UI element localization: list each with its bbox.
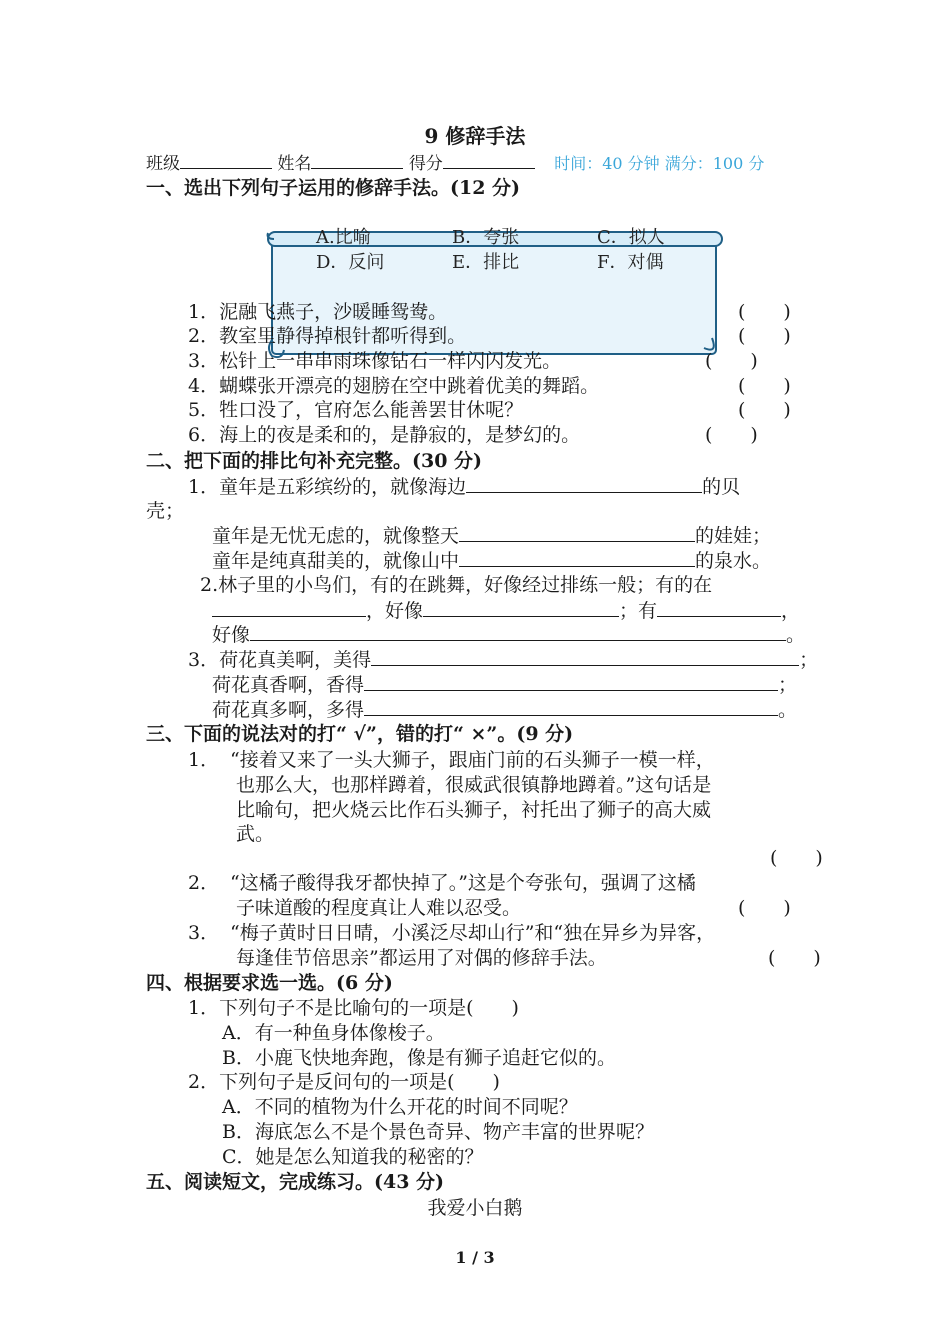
option-d: D．反问 <box>316 252 385 273</box>
punct: ； <box>799 649 819 671</box>
s3-q1-line1: “接着又来了一头大狮子，跟庙门前的石头狮子一模一样， <box>230 749 715 771</box>
s1-item-3: 3．松针上一串串雨珠像钻石一样闪闪发光。 <box>188 350 562 372</box>
fill-blank[interactable] <box>364 672 778 691</box>
fill-blank[interactable] <box>423 598 619 617</box>
s4-q2: 2．下列句子是反问句的一项是( ) <box>188 1071 500 1093</box>
s3-q2-line2: 子味道酸的程度真让人难以忍受。 <box>236 897 522 919</box>
s2-q3-line1 <box>188 647 818 672</box>
option-c: C．拟人 <box>597 227 665 248</box>
section-5-heading: 五、阅读短文，完成练习。(43 分) <box>146 1171 445 1193</box>
time-score-info: 时间：40 分钟 满分：100 分 <box>554 154 765 173</box>
page-title: 9 修辞手法 <box>424 124 526 148</box>
answer-parens[interactable]: ( ) <box>738 325 791 347</box>
section-4-heading: 四、根据要求选一选。(6 分) <box>146 972 393 994</box>
s2-q3-text: 荷花真香啊，香得 <box>212 674 365 696</box>
s1-item-6: 6．海上的夜是柔和的，是静寂的，是梦幻的。 <box>188 424 581 446</box>
s3-q1-num: 1． <box>188 749 220 771</box>
fill-blank[interactable] <box>466 474 702 493</box>
student-info-row <box>146 150 764 176</box>
class-label: 班级 <box>146 154 180 174</box>
s2-q1-l2-text: 童年是无忧无虑的，就像整天 <box>212 525 460 547</box>
answer-parens[interactable]: ( ) <box>705 424 758 446</box>
answer-parens[interactable]: ( ) <box>705 350 758 372</box>
fill-blank[interactable] <box>212 598 366 617</box>
name-blank[interactable] <box>311 150 403 169</box>
score-label: 得分 <box>408 154 443 174</box>
option-f: F．对偶 <box>597 252 664 273</box>
s3-q1-line3: 比喻句，把火烧云比作石头狮子，衬托出了狮子的高大威 <box>236 799 712 821</box>
s2-q2-text: ；有 <box>619 600 658 622</box>
s2-q1-l3-end: 的泉水。 <box>695 550 772 572</box>
s2-q2-line1: 2.林子里的小鸟们，有的在跳舞，好像经过排练一般；有的在 <box>200 574 713 596</box>
s2-q3-text: 3．荷花真美啊，美得 <box>188 649 372 671</box>
name-label: 姓名 <box>277 154 312 174</box>
s1-item-2: 2．教室里静得掉根针都听得到。 <box>188 325 467 347</box>
s4-q1-option-b[interactable]: B．小鹿飞快地奔跑，像是有狮子追赶它似的。 <box>222 1047 616 1069</box>
s2-q3-text: 荷花真多啊，多得 <box>212 699 365 721</box>
punct: 。 <box>778 699 798 721</box>
s3-q3-num: 3． <box>188 922 220 944</box>
fill-blank[interactable] <box>371 647 799 666</box>
s2-q2-line2: ，好像 ；有 ， <box>212 598 800 623</box>
answer-parens[interactable]: ( ) <box>738 301 791 323</box>
fill-blank[interactable] <box>250 622 786 641</box>
s2-q1-wrap: 壳； <box>146 500 185 522</box>
section-3-heading: 三、下面的说法对的打“ √”，错的打“ ×”。(9 分) <box>146 723 574 745</box>
page-number: 1 / 3 <box>455 1248 495 1267</box>
answer-parens[interactable]: ( ) <box>738 375 791 397</box>
s3-q3-line2: 每逢佳节倍思亲”都运用了对偶的修辞手法。 <box>236 947 607 969</box>
s2-q1-l2-end: 的娃娃； <box>695 525 772 547</box>
score-blank[interactable] <box>443 150 535 169</box>
answer-parens[interactable]: ( ) <box>768 947 821 969</box>
fill-blank[interactable] <box>364 697 778 716</box>
fill-blank[interactable] <box>657 598 781 617</box>
s2-q3-line2 <box>212 672 797 697</box>
s2-q1-line1 <box>188 474 740 499</box>
section-2-heading: 二、把下面的排比句补充完整。(30 分) <box>146 450 483 472</box>
s2-q2-text: 。 <box>786 624 806 646</box>
option-e: E．排比 <box>452 252 520 273</box>
s2-q1-l3-text: 童年是纯真甜美的，就像山中 <box>212 550 460 572</box>
s2-q2-text: ，好像 <box>366 600 424 622</box>
s2-q3-line3 <box>212 697 797 722</box>
s3-q1-line4: 武。 <box>236 823 275 845</box>
option-b: B．夸张 <box>452 227 520 248</box>
s3-q2-line1: “这橘子酸得我牙都快掉了。”这是个夸张句，强调了这橘 <box>230 872 696 894</box>
fill-blank[interactable] <box>459 548 695 567</box>
s3-q3-line1: “梅子黄时日日晴，小溪泛尽却山行”和“独在异乡为异客， <box>230 922 716 944</box>
s3-q1-line2: 也那么大，也那样蹲着，很威武很镇静地蹲着。”这句话是 <box>236 774 712 796</box>
s1-item-5: 5．牲口没了，官府怎么能善罢甘休呢？ <box>188 399 524 421</box>
s2-q1-line3 <box>212 548 771 573</box>
s3-q2-num: 2． <box>188 872 220 894</box>
s2-q1-line2 <box>212 523 771 548</box>
answer-parens[interactable]: ( ) <box>738 399 791 421</box>
s2-q2-line3 <box>212 622 805 647</box>
punct: ； <box>778 674 798 696</box>
s4-q1: 1．下列句子不是比喻句的一项是( ) <box>188 997 519 1019</box>
answer-parens[interactable]: ( ) <box>770 847 823 869</box>
fill-blank[interactable] <box>459 523 695 542</box>
s2-q2-text: 好像 <box>212 624 251 646</box>
class-blank[interactable] <box>180 150 272 169</box>
s4-q1-option-a[interactable]: A．有一种鱼身体像梭子。 <box>222 1022 445 1044</box>
s1-item-1: 1．泥融飞燕子，沙暖睡鸳鸯。 <box>188 301 448 323</box>
s4-q2-option-c[interactable]: C．她是怎么知道我的秘密的？ <box>222 1146 484 1168</box>
s4-q2-option-b[interactable]: B．海底怎么不是个景色奇异、物产丰富的世界呢？ <box>222 1121 654 1143</box>
s2-q1-text-end: 的贝 <box>702 476 741 498</box>
s4-q2-option-a[interactable]: A．不同的植物为什么开花的时间不同呢？ <box>222 1096 578 1118</box>
section-1-heading: 一、选出下列句子运用的修辞手法。(12 分) <box>146 177 521 199</box>
s2-q1-text: 1．童年是五彩缤纷的，就像海边 <box>188 476 467 498</box>
answer-parens[interactable]: ( ) <box>738 897 791 919</box>
s1-item-4: 4．蝴蝶张开漂亮的翅膀在空中跳着优美的舞蹈。 <box>188 375 600 397</box>
option-a: A.比喻 <box>316 227 371 248</box>
story-title: 我爱小白鹅 <box>427 1197 523 1219</box>
